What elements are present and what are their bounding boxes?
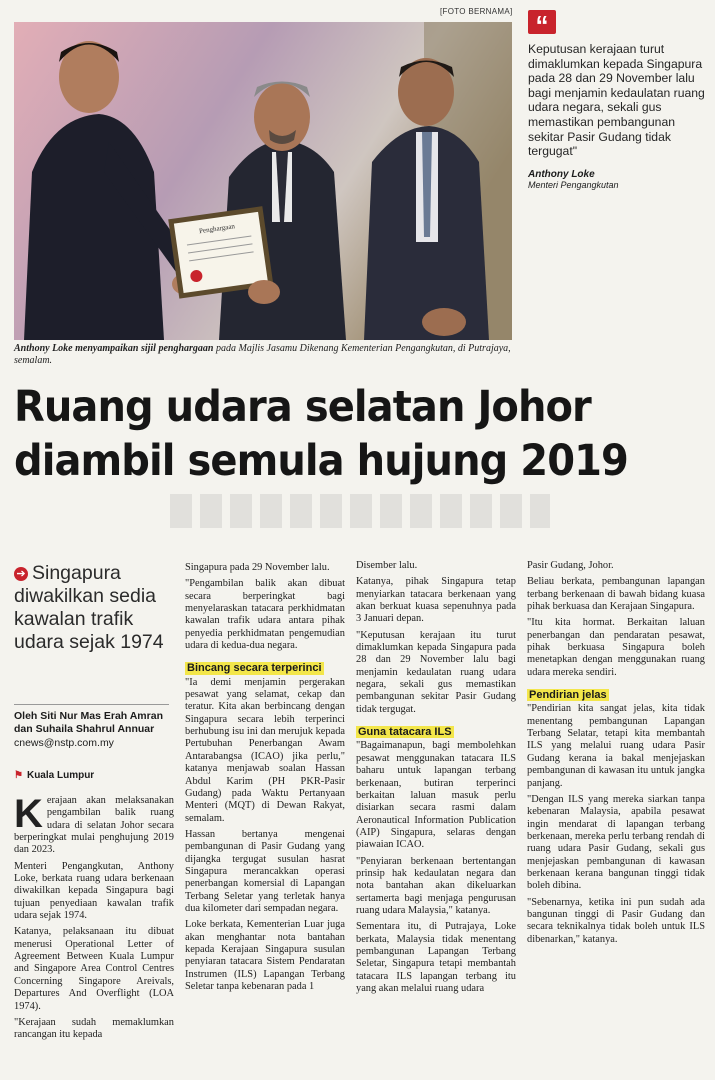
paragraph: "Bagaimanapun, bagi membolehkan pesawat menggunakan tatacara ILS baharu untuk lapangan terbang berkenaan, butiran terperinci berkaitan laluan masuk perlu disiarkan secara rasmi dalam Aeronautical Information Publication (AIP) Singapura, selaras dengan piawaian ICAO.	[356, 740, 516, 851]
kicker	[14, 562, 169, 654]
caption-text: pada Majlis Jasamu Dikenang Kementerian Pengangkutan, di Putrajaya, semalam.	[14, 343, 511, 366]
paragraph: "Dengan ILS yang mereka siarkan tanpa kebenaran Malaysia, apabila pesawat ingin mendarat di lapangan terbang berkenaan, mereka perlu terbang rendah di ruang udara Pasir Gudang, sekali gus menjejaskan pembangunan di kawasan berkenaan kerana bangunan tinggi tidak boleh dibina.	[527, 793, 705, 892]
paragraph: "Pengambilan balik akan dibuat secara berperingkat bagi menyelaraskan tatacara perkhidmatan kawalan trafik udara antara pihak penyedia perkhidmatan pengemudian udara di kedua-dua negara.	[185, 578, 345, 652]
article-column-1	[14, 792, 174, 1046]
article-column-4	[527, 560, 705, 950]
paragraph: "Ia demi menjamin pergerakan pesawat yang selamat, cekap dan teratur. Kita akan berbincang dengan Singapura secara lebih terperinci berhubung isu ini dan merujuk kepada Pertubuhan Penerbangan Awam Antarabangsa (ICAO) jika perlu," katanya menjawab soalan Hassan Abdul Karim (PH PKR-Pasir Gudang) pada Waktu Pertanyaan Menteri (MQT) di Dewan Rakyat, semalam.	[185, 676, 345, 824]
quote-author: Anthony Loke	[528, 168, 595, 180]
article-column-2	[185, 562, 345, 997]
kicker-text: Singapura diwakilkan sedia kawalan trafik udara sejak 1974	[14, 562, 164, 653]
article-column-3	[356, 560, 516, 999]
paragraph: Sementara itu, di Putrajaya, Loke berkata, Malaysia tidak menentang pembangunan Lapangan Terbang Seletar, Singapura tetapi membantah tatacara ILS lapangan terbang itu yang akan melalui ruang udara	[356, 921, 516, 994]
paragraph: "Penyiaran berkenaan bertentangan prinsip hak kedaulatan negara dan nota bantahan akan dikeluarkan sertamerta bagi menjaga pengurusan ruang udara Malaysia," katanya.	[356, 855, 516, 916]
paragraph: "Itu kita hormat. Berkaitan laluan penerbangan dan pendaratan pesawat, pihak berkuasa Singapura boleh menetapkan dengan menggunakan ruang udara mereka sendiri.	[527, 617, 705, 678]
flag-icon: ⚑	[14, 770, 23, 781]
drop-cap: K	[14, 792, 43, 836]
photo-credit: [FOTO BERNAMA]	[440, 7, 513, 16]
faded-background-text	[170, 494, 550, 528]
byline	[14, 710, 174, 750]
caption-bold: Anthony Loke menyampaikan sijil penghargaan	[14, 343, 214, 354]
quote-role: Menteri Pengangkutan	[528, 179, 619, 190]
byline-authors: Oleh Siti Nur Mas Erah Amran dan Suhaila Shahrul Annuar	[14, 710, 163, 735]
subheading: Bincang secara terperinci	[187, 662, 322, 675]
headline-line-2: diambil semula hujung 2019	[14, 436, 628, 486]
quote-text: Keputusan kerajaan turut dimaklumkan kepada Singapura pada 28 dan 29 November lalu bagi menjamin kedaulatan ruang udara negara, sekali gus memastikan pembangunan sekitar Pasir Gudang tidak tergugat"	[528, 42, 705, 159]
dateline-text: Kuala Lumpur	[26, 770, 95, 781]
paragraph: Singapura pada 29 November lalu.	[185, 562, 330, 573]
photo-caption	[14, 343, 514, 367]
paragraph: Katanya, pihak Singapura tetap menyiarkan tatacara berkenaan yang akan berkuat kuasa sepenuhnya pada 3 Januari depan.	[356, 576, 516, 625]
paragraph: "Kerajaan sudah memaklumkan rancangan itu kepada	[14, 1016, 174, 1041]
subheading: Guna tatacara ILS	[358, 726, 452, 739]
paragraph: Loke berkata, Kementerian Luar juga akan menghantar nota bantahan kepada Kerajaan Singapura susulan penyiaran tatacara Sistem Pendaratan Instrumen (ILS) Lapangan Terbang Seletar tanpa kebenaran pada 1	[185, 919, 345, 992]
dateline	[14, 770, 94, 781]
certificate-title: Penghargaan	[198, 222, 236, 236]
paragraph: Beliau berkata, pembangunan lapangan terbang berkenaan di bawah bidang kuasa pihak berkuasa dan Kerajaan Singapura.	[527, 576, 705, 613]
paragraph: Disember lalu.	[356, 560, 418, 571]
divider	[14, 704, 169, 705]
photo-illustration	[14, 22, 512, 340]
paragraph: Katanya, pelaksanaan itu dibuat menerusi Operational Letter of Agreement Between Kuala Lumpur and Singapore Area Control Centres Concerning Singapore Areivals, Departures And Overflight (LOA 1974).	[14, 926, 174, 1012]
paragraph: Hassan bertanya mengenai pembangunan di Pasir Gudang yang dijangka tergugat susulan hasrat Singapura merancakkan operasi penerbangan komersial di Lapangan Terbang Seletar yang terletak hanya dua kilometer dari sempadan negara.	[185, 828, 345, 914]
news-photo	[14, 22, 512, 340]
paragraph: Menteri Pengangkutan, Anthony Loke, berkata ruang udara berkenaan diwakilkan kepada Singapura bagi tujuan penyediaan kawalan trafik udara sejak 1974.	[14, 860, 174, 922]
headline	[14, 380, 656, 488]
paragraph: Kerajaan akan melaksanakan pengambilan balik ruang udara di selatan Johor secara berperingkat mulai penghujung 2019 dan 2023.	[14, 792, 174, 856]
paragraph: Pasir Gudang, Johor.	[527, 560, 614, 571]
paragraph: "Pendirian kita sangat jelas, kita tidak menentang pembangunan Lapangan Terbang Selatar, tetapi kita membantah ILS yang melalui ruang udara Pasir Gudang kerana ia bakal menjejaskan pembangunan di kawasan itu untuk jangka panjang.	[527, 703, 705, 789]
paragraph: "Sebenarnya, ketika ini pun sudah ada bangunan tinggi di Pasir Gudang dan secara teknikalnya tidak boleh untuk ILS dibenarkan," katanya.	[527, 896, 705, 945]
subheading: Pendirian jelas	[529, 689, 607, 702]
arrow-right-icon: ➔	[14, 567, 28, 581]
paragraph: "Keputusan kerajaan itu turut dimaklumkan kepada Singapura pada 28 dan 29 November lalu bagi menjamin kedaulatan ruang udara negara, sekali gus memastikan pembangunan sekitar Pasir Gudang tidak tergugat.	[356, 629, 516, 715]
quote-icon: “	[528, 10, 556, 34]
byline-email: cnews@nstp.com.my	[14, 737, 114, 749]
headline-line-1: Ruang udara selatan Johor	[14, 382, 591, 432]
pull-quote	[528, 10, 708, 190]
